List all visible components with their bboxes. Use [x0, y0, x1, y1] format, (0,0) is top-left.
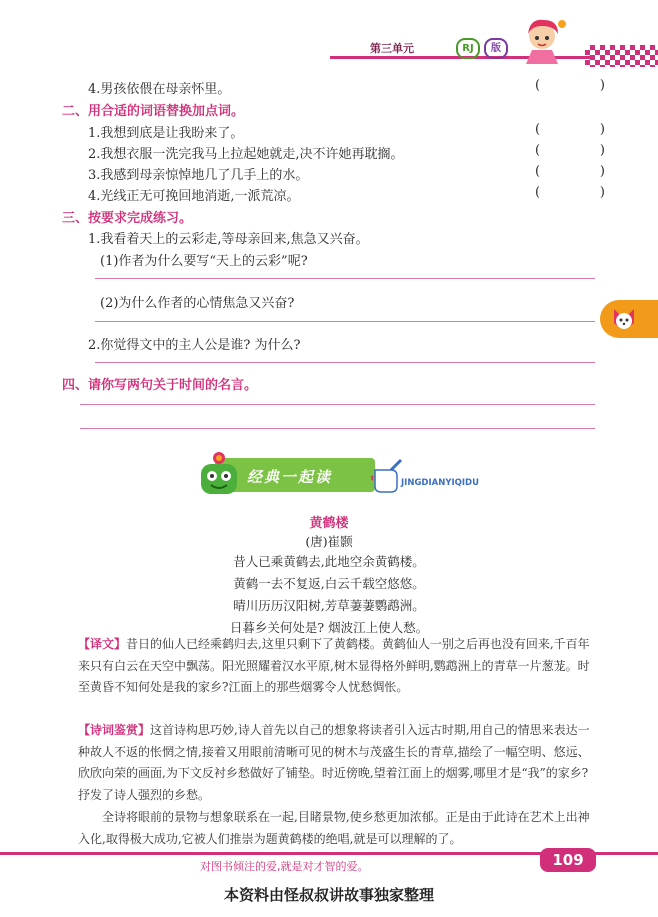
question-item: 1.我看着天上的云彩走,等母亲回来,焦急又兴奋。 — [88, 232, 369, 247]
checker-pattern — [585, 45, 658, 67]
section-2-title: 二、用合适的词语替换加点词。 — [62, 104, 245, 119]
banner-title: 经典一起读 — [247, 468, 333, 486]
appreciation-text: 这首诗构思巧妙,诗人首先以自己的想象将读者引入远古时期,用自己的情思来表达一种故人不返的怅惘之情,接着又用眼前清晰可见的树木与茂盛生长的青草,描绘了一幅空明、悠远、欣欣向荣的画面,为下文反衬乡愁做好了铺垫。时近傍晚,望着江面上的烟雾,哪里才是“我”的家乡?抒发了诗人强烈的乡愁。 — [78, 723, 590, 802]
version-badge: 版 — [484, 38, 508, 59]
edition-badge: RJ — [456, 38, 480, 59]
section-4-title: 四、请你写两句关于时间的名言。 — [62, 378, 258, 393]
header-bar — [0, 0, 658, 72]
side-tab — [600, 300, 658, 338]
appreciation-paragraph-2: 全诗将眼前的景物与想象联系在一起,目睹景物,使乡愁更加浓郁。正是由于此诗在艺术上出神入化,取得极大成功,它被人们推崇为题黄鹤楼的绝唱,就是可以理解的了。 — [78, 810, 590, 846]
answer-line[interactable] — [80, 428, 595, 429]
answer-parentheses[interactable]: ( ) — [535, 143, 605, 158]
unit-label: 第三单元 — [370, 42, 414, 55]
question-item: 1.我想到底是让我盼来了。 — [88, 126, 244, 141]
question-item: 2.你觉得文中的主人公是谁? 为什么? — [88, 338, 301, 353]
answer-line[interactable] — [95, 362, 595, 363]
pointing-hand-icon — [371, 456, 405, 494]
reading-banner — [195, 452, 490, 498]
fox-mascot-icon — [610, 305, 638, 333]
poem-line: 晴川历历汉阳树,芳草萋萋鹦鹉洲。 — [233, 598, 425, 613]
answer-parentheses[interactable]: ( ) — [535, 164, 605, 179]
poem-line: 黄鹤一去不复返,白云千载空悠悠。 — [233, 576, 425, 591]
question-item: 4.光线正无可挽回地消逝,一派荒凉。 — [88, 189, 300, 204]
poem-author: (唐)崔颢 — [305, 534, 353, 549]
translation-paragraph — [78, 634, 598, 699]
sub-question: (1)作者为什么要写“天上的云彩”呢? — [100, 254, 308, 269]
appreciation-paragraph — [78, 720, 598, 806]
girl-mascot-icon — [510, 14, 580, 66]
question-item: 2.我想衣服一洗完我马上拉起她就走,决不许她再耽搁。 — [88, 147, 404, 162]
answer-line[interactable] — [95, 278, 595, 279]
question-item: 4.男孩依偎在母亲怀里。 — [88, 82, 231, 97]
banner-pinyin: JINGDIANYIQIDU — [401, 478, 479, 488]
poem-line: 昔人已乘黄鹤去,此地空余黄鹤楼。 — [233, 554, 425, 569]
monster-mascot-icon — [195, 450, 247, 500]
translation-text: 昔日的仙人已经乘鹤归去,这里只剩下了黄鹤楼。黄鹤仙人一别之后再也没有回来,千百年来只有白云在天空中飘荡。阳光照耀着汉水平原,树木显得格外鲜明,鹦鹉洲上的青草一片葱茏。时至黄昏不知何处是我的家乡?江面上的那些烟雾令人忧愁惆怅。 — [78, 637, 590, 694]
footer-motto: 对图书倾注的爱,就是对才智的爱。 — [200, 860, 369, 873]
section-3-title: 三、按要求完成练习。 — [62, 211, 193, 226]
poem-title: 黄鹤楼 — [309, 516, 349, 531]
page-number: 109 — [540, 848, 596, 872]
answer-line[interactable] — [80, 404, 595, 405]
poem-line: 日暮乡关何处是? 烟波江上使人愁。 — [229, 620, 429, 635]
answer-line[interactable] — [95, 321, 595, 322]
answer-parentheses[interactable]: ( ) — [535, 122, 605, 137]
sub-question: (2)为什么作者的心情焦急又兴奋? — [100, 296, 295, 311]
translation-tag: 【译文】 — [78, 637, 127, 651]
appreciation-tag: 【诗词鉴赏】 — [78, 723, 151, 737]
source-credit: 本资料由怪叔叔讲故事独家整理 — [223, 886, 434, 904]
answer-parentheses[interactable]: ( ) — [535, 78, 605, 93]
answer-parentheses[interactable]: ( ) — [535, 185, 605, 200]
question-item: 3.我感到母亲惊悼地几了几手上的水。 — [88, 168, 309, 183]
